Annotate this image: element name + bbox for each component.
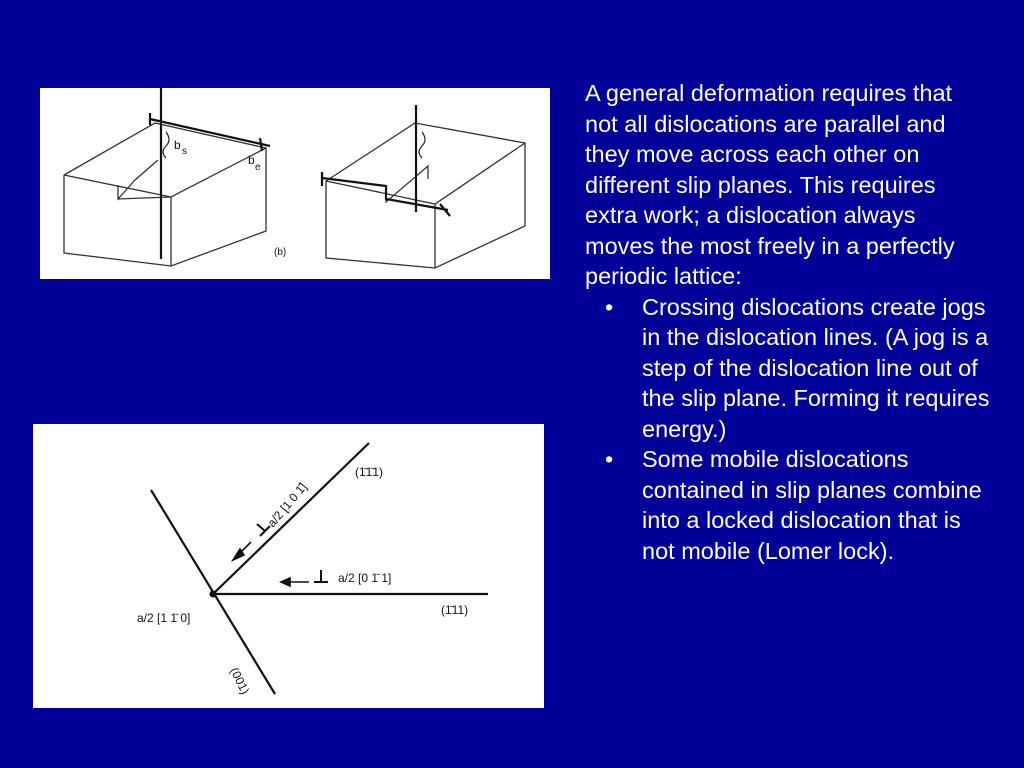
right-label-b: b <box>248 153 255 167</box>
bullet-list <box>585 292 990 567</box>
left-label-s: s <box>182 146 187 157</box>
left-label-b: b <box>174 138 181 152</box>
left-burgers-arrow-icon <box>163 132 169 158</box>
label-plane-111-right: (1̄11) <box>441 603 469 617</box>
lomer-lock-diagram <box>33 424 544 708</box>
bullet-item-lomer-lock: • Some mobile dislocations contained in slip planes combine into a locked dislocation that is not mobile (Lomer lock). <box>585 444 990 566</box>
label-plane-111-top: (1̄1̄1) <box>355 465 384 479</box>
label-burgers-011: a/2 [0 1̄ 1] <box>338 571 392 585</box>
right-jogged-edge-dislocation-line <box>322 178 448 210</box>
right-block-outline <box>326 123 525 268</box>
left-block-top-front-edge <box>64 148 266 197</box>
left-block-step-base <box>118 197 171 199</box>
right-block-top-front-edge <box>326 143 525 204</box>
bullet-item-jogs: • Crossing dislocations create jogs in the dislocation lines. (A jog is a step of the dislocation line out of the slip plane. Forming it requires energy.) <box>585 292 990 445</box>
left-edge-end-tick-2 <box>260 138 262 151</box>
figure-caption-b: (b) <box>274 247 287 258</box>
right-block-step <box>386 166 428 202</box>
lomer-junction-node <box>210 591 217 598</box>
label-plane-001: (001) <box>227 665 253 697</box>
label-burgers-101: a/2 [1 0 1̄] <box>264 480 310 530</box>
edge-dislocation-symbol-upper-icon <box>257 524 270 536</box>
intro-paragraph: A general deformation requires that not all dislocations are parallel and they move across each other on different slip planes. This requires extra work; a dislocation always moves the most freely in a perfectly periodic lattice: <box>585 80 955 289</box>
edge-dislocation-symbol-horizontal-icon <box>314 570 328 582</box>
right-edge-end-tick-2 <box>440 204 450 216</box>
arrow-horizontal-head-icon <box>281 578 290 586</box>
label-burgers-110: a/2 [1 1̄ 0] <box>137 611 191 625</box>
right-label-e: e <box>255 162 261 173</box>
lomer-lock-figure <box>33 424 544 708</box>
jog-diagram-figure <box>40 88 550 279</box>
right-burgers-arrow-icon <box>419 132 425 158</box>
jog-diagram <box>40 88 550 279</box>
slide-text <box>585 78 990 566</box>
left-block-outline <box>64 123 266 266</box>
left-edge-dislocation-line <box>150 119 270 146</box>
